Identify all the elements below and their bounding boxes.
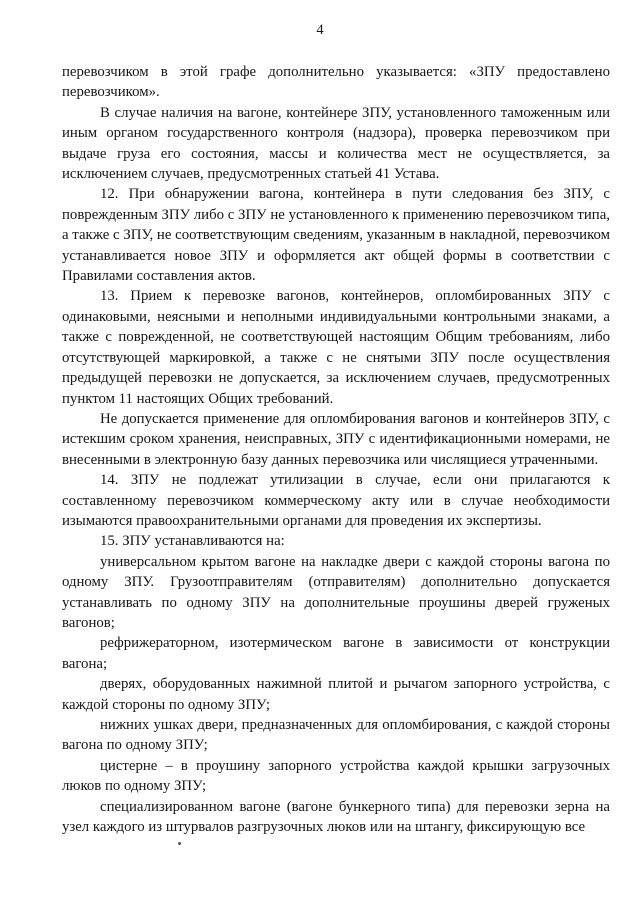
paragraph-item-15: 15. ЗПУ устанавливаются на: (100, 533, 285, 550)
list-item-covered-wagon: универсальном крытом вагоне на накладке двери с каждой стороны вагона по одному ЗПУ. Грузоотправителям (отправителям) дополнительно допускается устанавливать по одному ЗПУ на дополнительные проушины дверей груженых вагонов; (62, 553, 610, 631)
list-item-lower-door-lugs: нижних ушках двери, предназначенных для опломбирования, с каждой стороны вагона по одному ЗПУ; (62, 717, 610, 754)
paragraph-item-13: 13. Прием к перевозке вагонов, контейнеров, опломбированных ЗПУ с одинаковыми, неясными и неполными индивидуальными контрольными знаками, а также с поврежденной, не соответствующей настоящим Общим требованиям, либо отсутствующей маркировкой, а также с не снятыми ЗПУ после осуществления предыдущей перевозки не допускается, за исключением случаев, предусмотренных пунктом 11 настоящих Общих требований. (62, 288, 610, 407)
paragraph-item-14: 14. ЗПУ не подлежат утилизации в случае, если они прилагаются к составленному перевозчиком коммерческому акту или в случае необходимости изымаются правоохранительными органами для проведения их экспертизы. (62, 472, 610, 529)
list-item-tank-car: цистерне – в проушину запорного устройства каждой крышки загрузочных люков по одному ЗПУ; (62, 757, 610, 795)
paragraph-continuation: перевозчиком в этой графе дополнительно указывается: «ЗПУ предоставлено перевозчиком». (62, 64, 610, 101)
paragraph-not-allowed: Не допускается применение для опломбирования вагонов и контейнеров ЗПУ, с истекшим сроком хранения, неисправных, ЗПУ с идентификационными номерами, не внесенными в электронную базу данных перевозчика или числящиеся утраченными. (62, 410, 610, 468)
scan-speck (178, 842, 181, 845)
paragraph-item-12: 12. При обнаружении вагона, контейнера в пути следования без ЗПУ, с поврежденным ЗПУ либо с ЗПУ не установленного к применению перевозчиком типа, а также с ЗПУ, не соответствующим сведениям, указанным в накладной, перевозчиком устанавливается новое ЗПУ и оформляется акт общей формы в соответствии с Правилами составления актов. (62, 186, 610, 285)
paragraph-customs-seal: В случае наличия на вагоне, контейнере ЗПУ, установленного таможенным или иным органом государственного контроля (надзора), проверка перевозчиком при выдаче груза его состояния, массы и количества мест не осуществляется, за исключением случаев, предусмотренных статьей 41 Устава. (62, 104, 610, 183)
document-body (62, 62, 610, 837)
page-number: 4 (316, 22, 324, 38)
list-item-refrigerator-wagon: рефрижераторном, изотермическом вагоне в зависимости от конструкции вагона; (62, 635, 610, 672)
list-item-pressure-plate-doors: дверях, оборудованных нажимной плитой и рычагом запорного устройства, с каждой стороны по одному ЗПУ; (62, 676, 610, 713)
list-item-hopper-wagon: специализированном вагоне (вагоне бункерного типа) для перевозки зерна на узел каждого из штурвалов разгрузочных люков или на штангу, фиксирующую все (62, 798, 610, 836)
